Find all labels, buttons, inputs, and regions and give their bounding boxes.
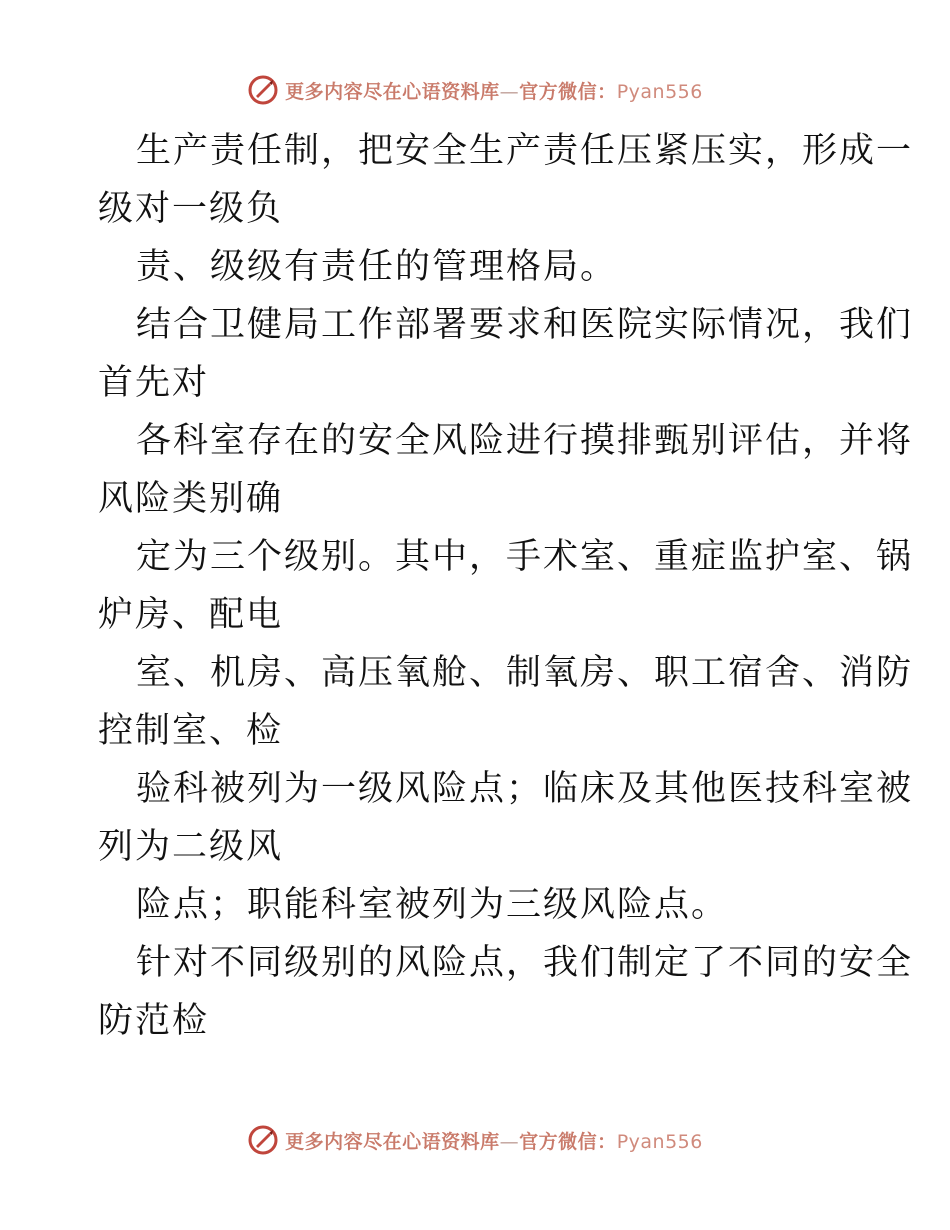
text-line: 列为二级风 xyxy=(98,827,284,867)
text-line: 各科室存在的安全风险进行摸排甄别评估，并将 xyxy=(136,421,914,461)
footer-watermark xyxy=(0,1120,950,1160)
header-watermark xyxy=(0,70,950,110)
text-line: 险点；职能科室被列为三级风险点。 xyxy=(136,885,729,925)
watermark-dash: — xyxy=(499,1130,520,1153)
text-line: 炉房、配电 xyxy=(98,595,284,635)
text-line: 首先对 xyxy=(98,363,210,403)
text-line: 生产责任制，把安全生产责任压紧压实，形成一 xyxy=(136,131,914,171)
text-line: 针对不同级别的风险点，我们制定了不同的安全 xyxy=(136,943,914,983)
watermark-official: 官方微信： xyxy=(519,1130,617,1153)
watermark-brand: 更多内容尽在心语资料库 xyxy=(285,80,500,103)
document-body xyxy=(98,122,914,1050)
watermark-brand: 更多内容尽在心语资料库 xyxy=(285,1130,500,1153)
text-line: 控制室、检 xyxy=(98,711,284,751)
quill-logo-icon xyxy=(247,74,279,106)
text-line: 验科被列为一级风险点；临床及其他医技科室被 xyxy=(136,769,914,809)
text-line: 防范检 xyxy=(98,1001,210,1041)
watermark-text xyxy=(285,1127,703,1154)
text-line: 定为三个级别。其中，手术室、重症监护室、锅 xyxy=(136,537,914,577)
watermark-id: Pyan556 xyxy=(616,80,703,103)
watermark-official: 官方微信： xyxy=(519,80,617,103)
watermark-id: Pyan556 xyxy=(616,1130,703,1153)
text-line: 结合卫健局工作部署要求和医院实际情况，我们 xyxy=(136,305,914,345)
quill-logo-icon xyxy=(247,1124,279,1156)
text-line: 风险类别确 xyxy=(98,479,284,519)
text-line: 责、级级有责任的管理格局。 xyxy=(136,247,618,287)
text-line: 室、机房、高压氧舱、制氧房、职工宿舍、消防 xyxy=(136,653,914,693)
text-line: 级对一级负 xyxy=(98,189,284,229)
watermark-text xyxy=(285,77,703,104)
watermark-dash: — xyxy=(499,80,520,103)
